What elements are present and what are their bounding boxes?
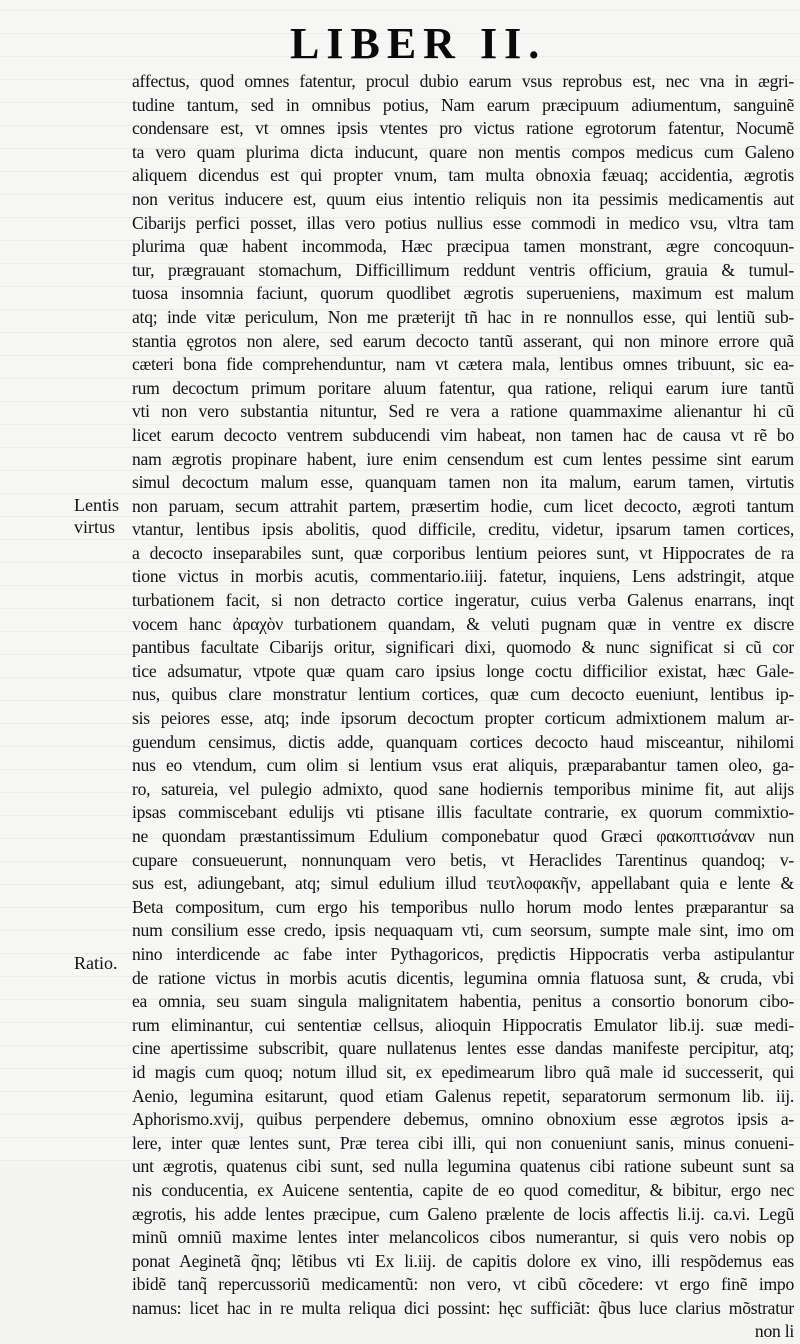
body-line: plurima quæ habent incommoda, Hæc præcipua tamen monstrant, ægre concoquun-: [132, 236, 794, 257]
body-line: guendum censimus, dictis adde, quanquam cortices decocto haud misceantur, nihilomi: [132, 731, 794, 752]
margin-note-ratio: Ratio.: [74, 953, 118, 973]
margin-note-lentis-virtus: [74, 494, 119, 538]
body-line: affectus, quod omnes fatentur, procul dubio earum vsus reprobus est, nec vna in ægri-: [132, 71, 794, 91]
body-line: sis peiores esse, atq; inde ipsorum decoctum propter corticum admixtionem malum ar-: [132, 708, 794, 729]
body-line: aliquem dicendus est qui propter vnum, tam multa obnoxia fæuaq; accidentia, ægrotis: [132, 165, 794, 186]
body-line: unt ægrotis, quatenus cibi sunt, sed nulla legumina quatenus cibi ratione subeunt sunt sa: [132, 1156, 794, 1177]
body-line: cine apertissime subscribit, quare nullatenus lentes esse dandas manifeste percipitur, atq;: [132, 1038, 794, 1059]
body-line: ta vero quam plurima dicta inducunt, quare non mentis compos medicus cum Galeno: [132, 141, 794, 162]
body-line: namus: licet hac in re multa reliqua dici possint: hęc sufficiãt: q̃bus luce clarius mõstratur: [132, 1297, 794, 1318]
body-line: turbationem facit, si non detracto cortice ingeratur, cuius verba Galenus enarrans, inqt: [132, 590, 794, 611]
body-line: tudine tantum, sed in omnibus potius, Nam earum præcipuum adiumentum, sanguinẽ: [132, 94, 794, 115]
body-line: rum decoctum primum poritare aluum fatentur, qua ratione, reliqui earum iure tantũ: [132, 377, 794, 398]
body-text-column: [132, 70, 794, 1344]
body-line: tur, prægrauant stomachum, Difficillimum reddunt ventris officium, grauia & tumul-: [132, 259, 794, 280]
body-line: ponat Aeginetã q̃nq; lẽtibus vti Ex li.iij. de capitis dolore ex vino, illi respõdemus eas: [132, 1250, 794, 1271]
body-line: Beta compositum, cum ergo his temporibus nullo horum modo lentes præparantur sa: [132, 896, 794, 917]
body-line: ibidẽ tanq̃ repercussoriũ medicamentũ: non vero, vt cibũ cõcedere: vt ergo finẽ impo: [132, 1274, 794, 1295]
body-line: nis conducentia, ex Auicene sententia, capite de eo quod comeditur, & bibitur, ergo nec: [132, 1179, 794, 1200]
body-line: cupare consueuerunt, nonnunquam vero betis, vt Heraclides Tarentinus quandoq; v-: [132, 849, 794, 870]
body-line: tice adsumatur, vtpote quæ quam caro ipsius longe coctu difficilior existat, hæc Gale-: [132, 660, 794, 681]
body-line: ne quondam præstantissimum Edulium componebatur quod Græci φακοπτισάναν nun: [132, 826, 794, 846]
body-line: simul decoctum malum esse, quanquam tamen non ita malum, earum tamen, virtutis: [132, 472, 794, 493]
body-line: nus, quibus clare monstratur lentium cortices, quæ cum decocto eueniunt, lentibus ip-: [132, 684, 794, 705]
body-line: id magis cum quoq; notum illud sit, ex epedimearum libro quã male id successerit, qui: [132, 1061, 794, 1082]
body-line: cæteri bona fide comprehenduntur, nam vt cætera mala, lentibus omnes tribuunt, sic ea-: [132, 354, 794, 375]
margin-note-line: Lentis: [74, 495, 119, 515]
body-line: minũ omniũ maxime lentes inter melancolicos cibos numerantur, si quis vero nobis op: [132, 1227, 794, 1248]
body-line: tione victus in morbis acutis, commentario.iiij. fatetur, inquiens, Lens adstringit, atque: [132, 566, 794, 587]
body-line: Cibarijs perfici posset, illas vero potius nullius esse commodi in medico vsu, vltra tam: [132, 212, 794, 233]
body-line: vocem hanc ἀραχὸν turbationem quandam, & veluti pugnam quæ in ventre ex discre: [132, 613, 794, 634]
body-line: Aenio, legumina esitarunt, quod etiam Galenus repetit, separatorum sermonum lib. iij.: [132, 1085, 794, 1106]
body-line: tuosa insomnia faciunt, quorum quodlibet ægrotis superueniens, maximum est malum: [132, 283, 794, 304]
body-line: vtantur, lentibus ipsis abolitis, quod difficile, creditu, videtur, ipsarum tamen cortices,: [132, 519, 794, 540]
body-line: rum eliminantur, cui sententiæ cellsus, alioquin Hippocratis Emulator lib.ij. suæ medi-: [132, 1014, 794, 1035]
body-line: condensare est, vt omnes ipsis vtentes pro victus ratione egrotorum fatentur, Nocumẽ: [132, 118, 794, 139]
body-line: ro, satureia, vel pulegio admixto, quod sane hodiernis temporibus minime fit, aut alijs: [132, 778, 794, 799]
body-line: sus est, adiungebant, atq; simul edulium illud τευτλοφακῆν, appellabant quia e lente &: [132, 873, 794, 894]
margin-note-line: virtus: [74, 517, 116, 537]
body-line: ea omnia, seu suam singula malignitatem habentia, penitus a consortio bonorum cibo-: [132, 991, 794, 1012]
body-line: nino interdicende ac fabe inter Pythagoricos, prędictis Hippocratis verba astipulantur: [132, 943, 794, 964]
body-line: non veritus inducere est, quum eius intentio reliquis non ita pessimis medicamentis aut: [132, 188, 794, 209]
body-line: num consilium esse credo, ipsis nequaquam vti, cum seorsum, sumpte male sint, imo om: [132, 920, 794, 941]
body-line: nus eo vtendum, cum olim si lentium vsus erat aliquis, præparabantur tamen oleo, ga-: [132, 755, 794, 776]
body-line: ipsas commiscebant edulijs vti ptisane illis facultate contrarie, ex quorum commixtio-: [132, 802, 794, 823]
body-line: non li: [754, 1321, 794, 1342]
body-line: vti non vero substantia nituntur, Sed re vera a ratione quammaxime alienantur hi cũ: [132, 401, 794, 422]
body-line: lere, inter quæ lentes sunt, Præ terea cibi illi, qui non conueniunt sanis, minus conueni-: [132, 1132, 794, 1153]
body-line: ægrotis, his adde lentes præcipue, cum Galeno prælente de locis affectis li.ij. ca.vi. Legũ: [132, 1203, 794, 1224]
running-head-title: LIBER II.: [290, 19, 547, 68]
body-line: de ratione victus in morbis acutis dicentis, legumina omnia flatuosa sunt, & cruda, vbi: [132, 967, 794, 988]
body-line: nam ægrotis propinare habent, iure enim censendum est cum lentes pessime sint earum: [132, 448, 794, 469]
body-line: non paruam, secum attrahit partem, præsertim hodie, cum licet decocto, ægroti tantum: [132, 495, 794, 516]
body-line: pantibus facultate Cibarijs oritur, significari dixi, quomodo & nunc significat si cũ cor: [132, 637, 794, 658]
body-line: stantia ęgrotos non alere, sed earum decocto tantũ asserant, qui non minore errore quã: [132, 330, 794, 351]
body-line: Aphorismo.xvij, quibus perpendere debemus, omnino obnoxium esse ægrotos ipsis a-: [132, 1109, 794, 1130]
body-line: a decocto inseparabiles sunt, quæ corporibus lentium peiores sunt, vt Hippocrates de ra: [132, 542, 794, 563]
body-line: atq; inde vitæ periculum, Non me præterijt tñ hac in re nonnullos esse, qui lentiũ sub-: [132, 306, 794, 327]
body-line: licet earum decocto ventrem subducendi vim habeat, non tamen hac de causa vt rẽ bo: [132, 424, 794, 445]
